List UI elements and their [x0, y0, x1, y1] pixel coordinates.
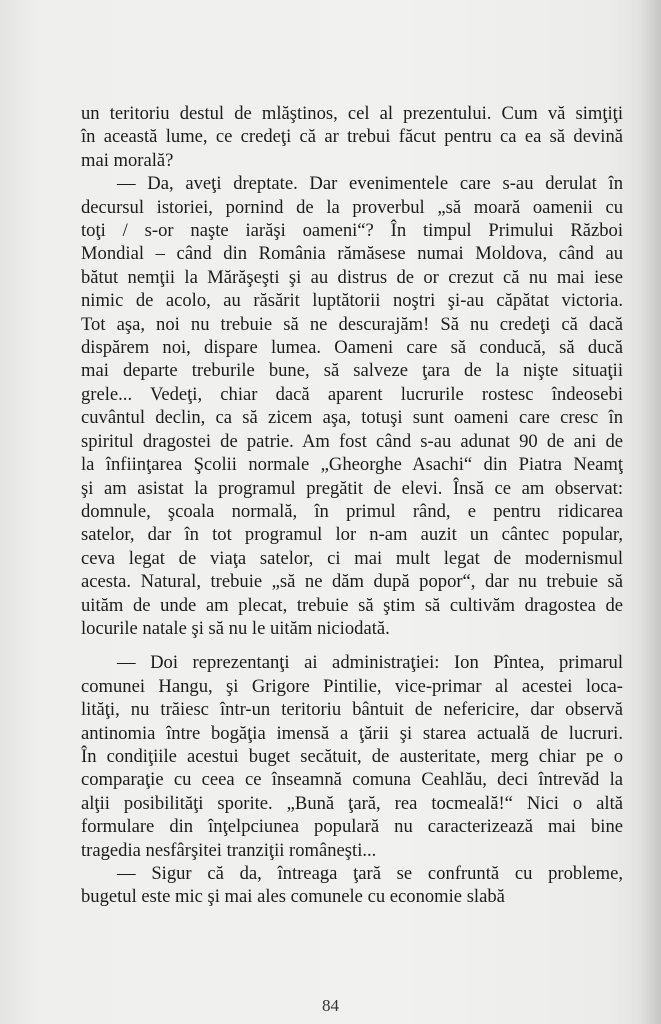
text-line: domnule, şcoala normală, în primul rând, e pentru ridicarea	[81, 500, 623, 522]
text-line: bugetul este mic şi mai ales comunele cu economie slabă	[81, 886, 505, 908]
text-line: mai morală?	[81, 149, 174, 171]
text-line: spiritul dragostei de patrie. Am fost când s-au adunat 90 de ani de	[81, 430, 623, 452]
text-line: bătut nemţii la Mărăşeşti şi au distrus de or crezut că nu mai iese	[81, 266, 623, 288]
text-line: dispărem noi, dispare lumea. Oameni care să conducă, să ducă	[81, 337, 623, 359]
text-line: satelor, dar în tot programul lor n-am auzit un cântec popular,	[81, 524, 623, 546]
text-line: — Doi reprezentanţi ai administraţiei: Ion Pîntea, primarul	[117, 652, 623, 674]
text-line: Tot aşa, noi nu trebuie să ne descurajăm! Să nu credeţi că dacă	[81, 313, 623, 335]
text-line: formulare din înţelpciunea populară nu caracterizează mai bine	[81, 816, 623, 838]
text-line: În condiţiile acestui buget secătuit, de austeritate, merg chiar pe o	[81, 745, 623, 767]
page-gutter-shadow	[639, 0, 661, 1024]
paragraph	[81, 651, 623, 862]
text-line: tragedia nesfârşitei tranziţii româneşti...	[81, 839, 377, 861]
text-line: decursul istoriei, pornind de la proverbul „să moară oamenii cu	[81, 196, 623, 218]
text-line: mai departe treburile bune, să salveze ţara de la nişte situaţii	[81, 360, 623, 382]
page-body-text	[81, 102, 623, 909]
text-line: la înfiinţarea Şcolii normale „Gheorghe Asachi“ din Piatra Neamţ	[81, 454, 623, 476]
text-line: şi am asistat la programul pregătit de elevi. Însă ce am observat:	[81, 477, 623, 499]
text-line: toţi / s-or naşte iarăşi oameni“? În timpul Primului Război	[81, 220, 623, 242]
text-line: ceva legat de viaţa satelor, ci mai mult legat de modernismul	[81, 547, 623, 569]
paragraph	[81, 862, 623, 909]
text-line: Mondial – când din România rămăsese numai Moldova, când au	[81, 243, 623, 265]
text-line: lităţi, nu trăiesc într-un teritoriu bântuit de nefericire, dar observă	[81, 699, 623, 721]
text-line: un teritoriu destul de mlăştinos, cel al prezentului. Cum vă simţiţi	[81, 103, 623, 124]
text-line: în această lume, ce credeţi că ar trebui făcut pentru ca ea să devină	[81, 126, 623, 148]
text-line: comunei Hangu, şi Grigore Pintilie, vice-primar al acestei loca-	[81, 675, 623, 697]
text-line: cuvântul declin, ca să zicem aşa, totuşi sunt oameni care cresc în	[81, 407, 623, 429]
paragraph	[81, 102, 623, 172]
text-line: acesta. Natural, trebuie „să ne dăm după popor“, dar nu trebuie să	[81, 571, 623, 593]
text-line: — Da, aveţi dreptate. Dar evenimentele care s-au derulat în	[117, 173, 623, 195]
text-line: uităm de unde am plecat, trebuie să ştim să cultivăm dragostea de	[81, 594, 623, 616]
text-line: — Sigur că da, întreaga ţară se confruntă cu probleme,	[117, 863, 623, 884]
paragraph	[81, 172, 623, 640]
text-line: nimic de acolo, au răsărit luptătorii noştri şi-au căpătat victoria.	[81, 290, 623, 312]
text-line: grele... Vedeţi, chiar dacă aparent lucrurile rostesc îndeosebi	[81, 383, 623, 405]
text-line: locurile natale şi să nu le uităm niciodată.	[81, 617, 390, 639]
page-number: 84	[322, 996, 339, 1015]
text-line: antinomia între bogăţia imensă a ţării şi starea actuală de lucruri.	[81, 722, 623, 744]
text-line: comparaţie cu ceea ce înseamnă comuna Ceahlău, deci întrevăd la	[81, 769, 623, 791]
text-line: alţii posibilităţi sporite. „Bună ţară, rea tocmeală!“ Nici o altă	[81, 792, 623, 814]
